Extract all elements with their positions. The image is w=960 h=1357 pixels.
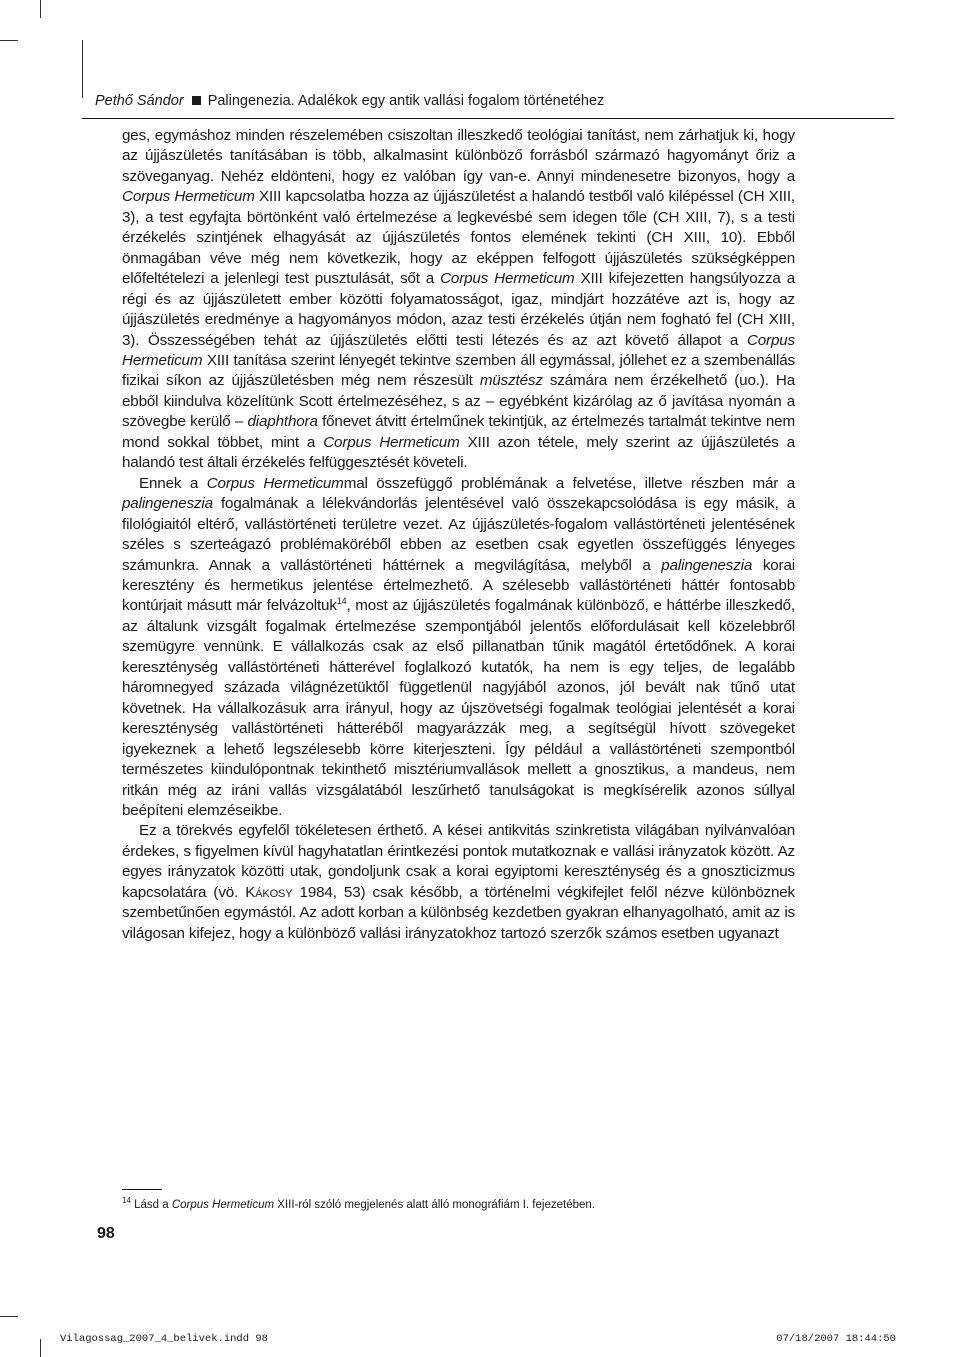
text-span: ges, egymáshoz minden részelemében csiszoltan illeszkedő teológiai tanítást, nem zárhatjuk ki, hogy az újjászületés tanításában is több, alkalmasint különböző forrásból származó hagyományt őriz a szöveganyag. Nehéz eldönteni, hogy ez valóban így van-e. Annyi mindenesetre bizonyos, hogy a (122, 127, 795, 185)
crop-mark (0, 40, 18, 41)
text-span: 1984, 53) csak később, a történelmi végkifejlet felől nézve különböznek szembetűnően egymástól. Az adott korban a különbség kezdetben gyakran elhanyagolható, amit az is világosan kifejez, hogy a különböző vallási irányzatokhoz tartozó szerzők számos esetben ugyanazt (122, 883, 795, 942)
footnote-number: 14 (122, 1196, 131, 1206)
crop-mark (40, 1339, 41, 1357)
header-rule (82, 118, 894, 119)
crop-mark (40, 0, 41, 18)
paragraph (122, 126, 795, 474)
page-number: 98 (97, 1225, 115, 1242)
text-span: számára nem érzékelhető (uo.). Ha ebből kiindulva közelítünk Scott értelmezéséhez, s az – egyébként kizárólag az ő javítása nyomán a szövegbe kerülő – (122, 372, 795, 431)
crop-mark (82, 40, 83, 98)
italic-span: diaphthora (247, 413, 318, 431)
text-span: XIII azon tétele, mely szerint az újjászületés a halandó test általi érzékelés felfüggesztését követeli. (122, 433, 795, 472)
print-file-name: Vilagossag_2007_4_belivek.indd 98 (60, 1333, 268, 1345)
text-span: főnevet átvitt értelműnek tekintjük, az értelmezés tartalmát tekintve nem mond sokkal többet, mint a (122, 413, 795, 451)
footnote-ref: 14 (336, 596, 347, 607)
print-timestamp: 07/18/2007 18:44:50 (776, 1333, 896, 1345)
italic-span: Corpus Hermeticum (122, 331, 795, 369)
body-text (122, 126, 795, 944)
italic-span: Corpus Hermeticum (323, 433, 460, 451)
italic-span: palingeneszia (122, 495, 213, 513)
text-span: fogalmának a lélekvándorlás jelentésével való összekapcsolódása is egy másik, a filológiaitól eltérő, vallástörténeti területre vezet. Az újjászületés-fogalom vallástörténeti jelentésének széles s szerteágazó problémaköréből ebben az esetben csak egyetlen összefüggés lényeges számunkra. Annak a vallástörténeti háttérnek a megvilágítása, melyből a (122, 495, 795, 574)
italic-span: Corpus Hermeticum (122, 188, 255, 206)
text-span: Lásd a (130, 1199, 172, 1211)
text-span: Ennek a (139, 474, 207, 492)
text-span: , most az újjászületés fogalmának különböző, e háttérbe illeszkedő, az általunk vizsgált fogalmak értelmezése szempontjából jelentős előfordulásait kell közelebbről szemügyre vennünk. E vállalkozás csak az első pillanatban tűnik magától értetődőnek. A korai kereszténység vallástörténeti hátterével foglalkozó kutatók, ha nem is egy teljes, de legalább háromnegyed százada világnézetüktől függetlenül nagyjából azonos, jól bevált nak tűnő utat követnek. Ha vállalkozásuk arra irányul, hogy az újszövetségi fogalmak teológiai jelentését a korai kereszténység vallástörténeti hátteréből magyarázzák meg, a segítségül hívott szövegeket igyekeznek a lehető legszélesebb körre kiterjeszteni. Így például a vallástörténeti szempontból természetes kiindulópontnak tekinthető misztériumvallások mellett a gnosztikus, a mandeus, nem ritkán még az iráni vallás vizsgálatából leszűrhető tanulságokat is megkísérelik azonos súllyal beépíteni elemzéseikbe. (122, 597, 795, 819)
italic-span: palingeneszia (661, 556, 753, 574)
square-bullet-icon (192, 96, 201, 105)
text-span: XIII-ról szóló megjelenés alatt álló monográfiám I. fejezetében. (274, 1199, 595, 1211)
text-span: XIII kapcsolatba hozza az újjászületést a halandó testből való kilépéssel (CH XIII, 3), a test egyfajta börtönként való értelmezése a legkevésbé sem idegen tőle (CH XIII, 7), s a testi érzékelés szintjének elhagyását az újjászületés fontos elemének tekinti (CH XIII, 10). Ebből önmagában véve még nem következik, hogy az eképpen felfogott újjászületés szükségképpen előfeltételezi a jelenlegi test pusztulását, sőt a (122, 188, 796, 288)
header-title: Palingenezia. Adalékok egy antik vallási fogalom történetéhez (207, 93, 605, 109)
text-span: korai keresztény és hermetikus jelentése értelmezhető. A szélesebb vallástörténeti háttér fontosabb kontúrjait másutt már felvázoltuk (122, 556, 795, 615)
text-span: mal összefüggő problémának a felvetése, illetve részben már a (343, 474, 796, 492)
running-header (95, 92, 855, 110)
italic-span: Corpus Hermeticum (206, 474, 344, 492)
footnote (122, 1198, 795, 1213)
text-span: XIII tanítása szerint lényegét tekintve szemben áll egymással, jóllehet ez a szembenállás fizikai síkon az újjászületésben még nem részesült (122, 351, 795, 390)
italic-span: müsztész (479, 372, 543, 390)
author-name: Kákosy (245, 883, 293, 901)
italic-span: Corpus Hermeticum (440, 270, 575, 288)
footnote-rule (122, 1189, 162, 1190)
header-author: Pethő Sándor (95, 93, 184, 109)
paragraph (122, 821, 795, 944)
text-span: XIII kifejezetten hangsúlyozza a régi és az újjászületett ember közötti folyamatosságot, igaz, mindjárt hozzátéve azt is, hogy az újjászületés eredménye a hagyományos módon, azaz testi érzékelés útján nem fogható fel (CH XIII, 3). Összességében tehát az újjászületés előtti testi létezés és az azt követő állapot a (122, 270, 796, 349)
crop-mark (0, 1316, 18, 1317)
italic-span: Corpus Hermeticum (171, 1199, 275, 1211)
paragraph (122, 474, 795, 822)
text-span: Ez a törekvés egyfelől tökéletesen érthető. A kései antikvitás szinkretista világában nyilvánvalóan érdekes, s figyelmen kívül hagyhatatlan érintkezési pontok mutatkoznak e vallási irányzatok között. Az egyes irányzatok közötti utak, gondoljunk csak a korai egyiptomi kereszténység és a gnoszticizmus kapcsolatára (vö. (122, 822, 795, 901)
